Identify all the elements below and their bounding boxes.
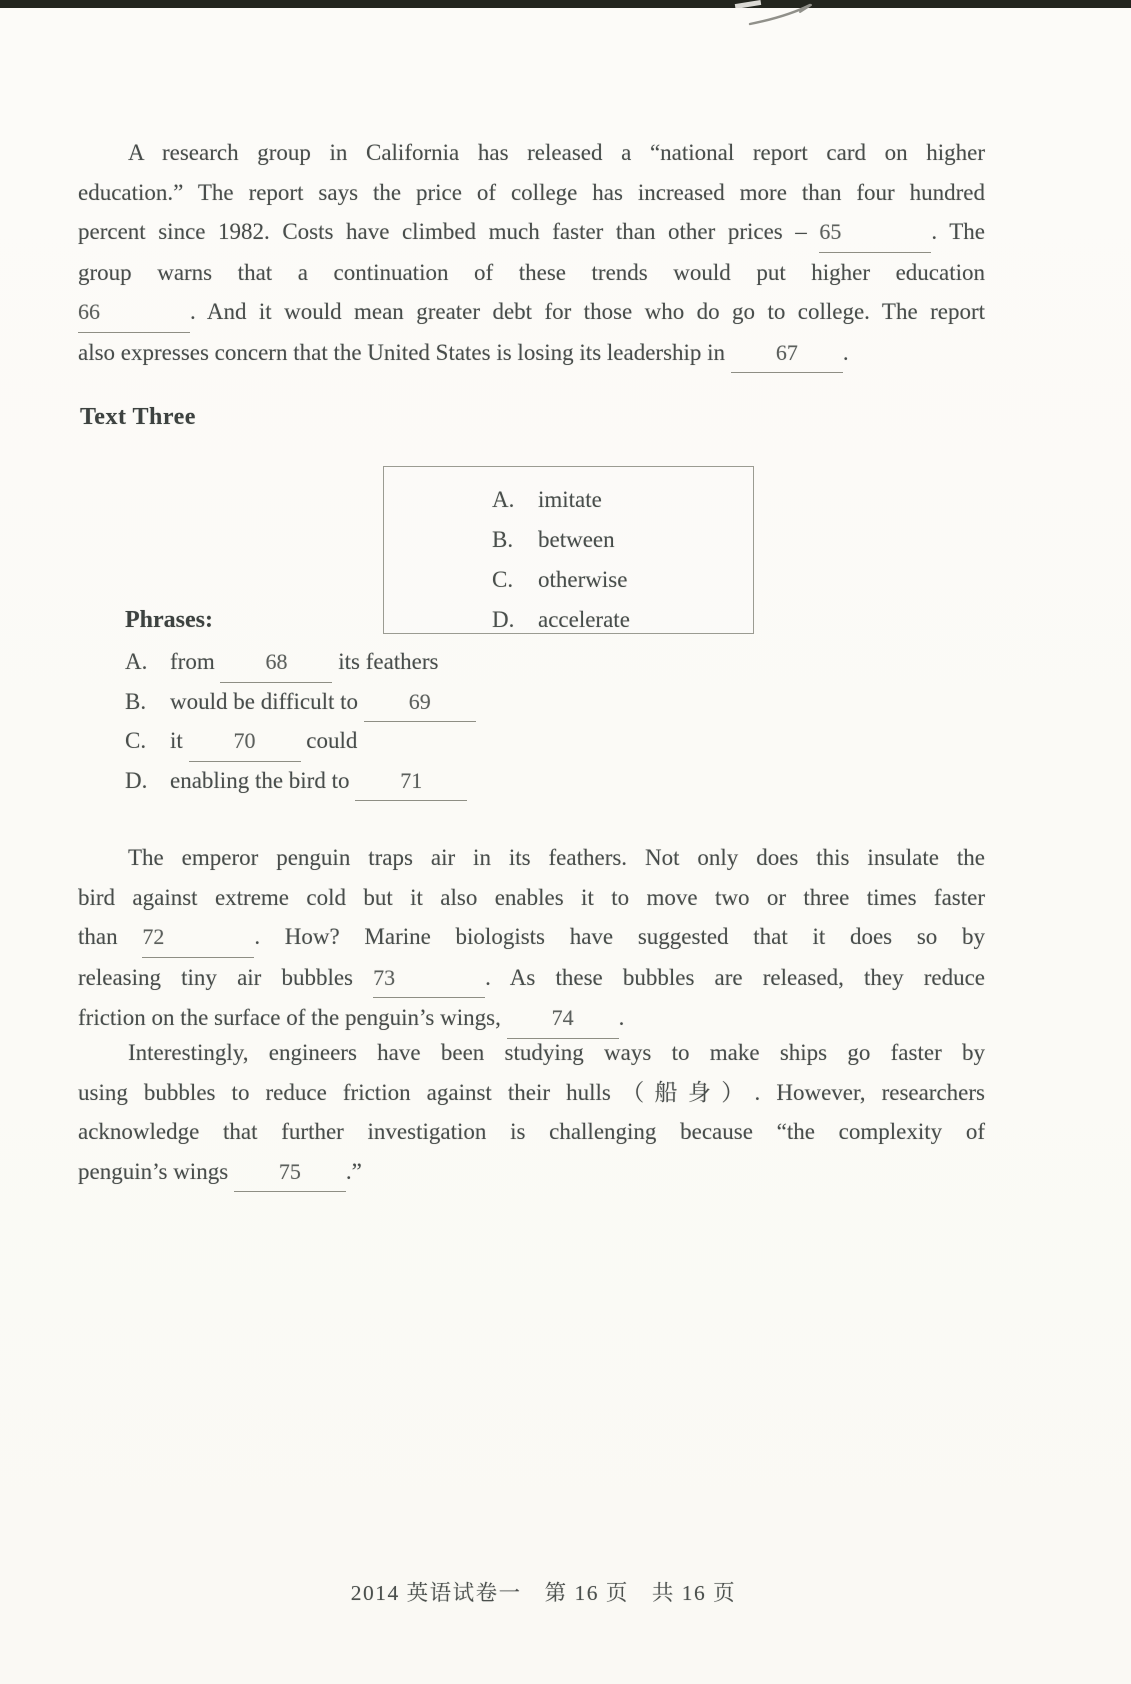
blank-72 [142, 917, 254, 958]
text-line: releasing tiny air bubbles 73 . As these bubbles are released, they reduce [78, 958, 985, 999]
blank-65 [819, 212, 931, 253]
phrase-text: it 70 could [170, 728, 357, 753]
phrase-text: would be difficult to 69 [170, 689, 476, 714]
blank-67 [731, 333, 843, 374]
text-line: bird against extreme cold but it also enables it to move two or three times faster [78, 884, 985, 910]
option-letter: B. [492, 527, 514, 552]
option-word: between [538, 527, 615, 552]
option-word: imitate [538, 487, 602, 512]
text-line: acknowledge that further investigation is challenging because “the complexity of [78, 1119, 985, 1144]
blank-number: 65 [819, 219, 842, 244]
blank-68 [220, 642, 332, 683]
phrase-letter: D. [125, 767, 148, 793]
phrase-text: from 68 its feathers [170, 649, 438, 674]
phrase-item [125, 682, 825, 722]
text-line: 66 . And it would mean greater debt for those who do go to college. The report [78, 292, 985, 333]
phrase-letter: B. [125, 688, 147, 714]
option-letter: D. [492, 607, 515, 632]
text-line: Interestingly, engineers have been studying ways to make ships go faster by [128, 1040, 985, 1065]
blank-number: 75 [278, 1158, 301, 1184]
text-line: percent since 1982. Costs have climbed much faster than other prices – 65 . The [78, 212, 985, 253]
phrase-item [125, 642, 825, 682]
blank-number: 71 [400, 767, 423, 793]
phrase-item [125, 761, 825, 801]
text-line: The emperor penguin traps air in its feathers. Not only does this insulate the [128, 845, 985, 870]
text-three-heading: Text Three [80, 404, 196, 430]
penguin-paragraph [78, 838, 985, 1039]
blank-number: 72 [142, 924, 165, 949]
blank-number: 67 [775, 339, 798, 365]
phrases-list [125, 642, 825, 800]
blank-number: 68 [265, 649, 288, 674]
text-line: than 72 . How? Marine biologists have suggested that it does so by [78, 917, 985, 958]
blank-number: 70 [233, 728, 256, 753]
blank-75 [234, 1152, 346, 1193]
option-letter: A. [492, 487, 515, 512]
blank-71 [355, 761, 467, 802]
blank-number: 69 [408, 688, 431, 714]
option-item [492, 560, 753, 600]
option-item [492, 480, 753, 520]
option-item [492, 520, 753, 560]
page-content [78, 0, 985, 1684]
engineers-paragraph [78, 1033, 985, 1192]
blank-number: 73 [373, 964, 396, 990]
blank-number: 74 [551, 1005, 574, 1030]
option-word: accelerate [538, 607, 630, 632]
text-line: penguin’s wings 75 .” [78, 1152, 985, 1193]
blank-number: 66 [78, 299, 100, 324]
phrases-heading: Phrases: [125, 607, 213, 633]
blank-73 [373, 958, 485, 999]
text-line: A research group in California has released a “national report card on higher [128, 140, 985, 165]
phrase-text: enabling the bird to 71 [170, 768, 467, 793]
phrase-item [125, 721, 825, 761]
intro-paragraph [78, 133, 985, 373]
option-letter: C. [492, 567, 514, 592]
option-word: otherwise [538, 567, 628, 592]
page-footer: 2014 英语试卷一 第 16 页 共 16 页 [350, 1581, 737, 1605]
blank-69 [364, 682, 476, 723]
blank-66 [78, 292, 190, 333]
text-line: education.” The report says the price of college has increased more than four hundred [78, 179, 985, 205]
phrases-section [125, 601, 825, 800]
text-line: also expresses concern that the United States is losing its leadership in 67 . [78, 333, 985, 374]
phrase-letter: A. [125, 649, 148, 674]
phrase-letter: C. [125, 728, 147, 753]
text-line: group warns that a continuation of these trends would put higher education [78, 259, 985, 285]
blank-70 [189, 721, 301, 762]
text-line: friction on the surface of the penguin’s wings, 74 . [78, 998, 985, 1039]
text-line: using bubbles to reduce friction against their hulls（船身）. However, researchers [78, 1079, 985, 1105]
